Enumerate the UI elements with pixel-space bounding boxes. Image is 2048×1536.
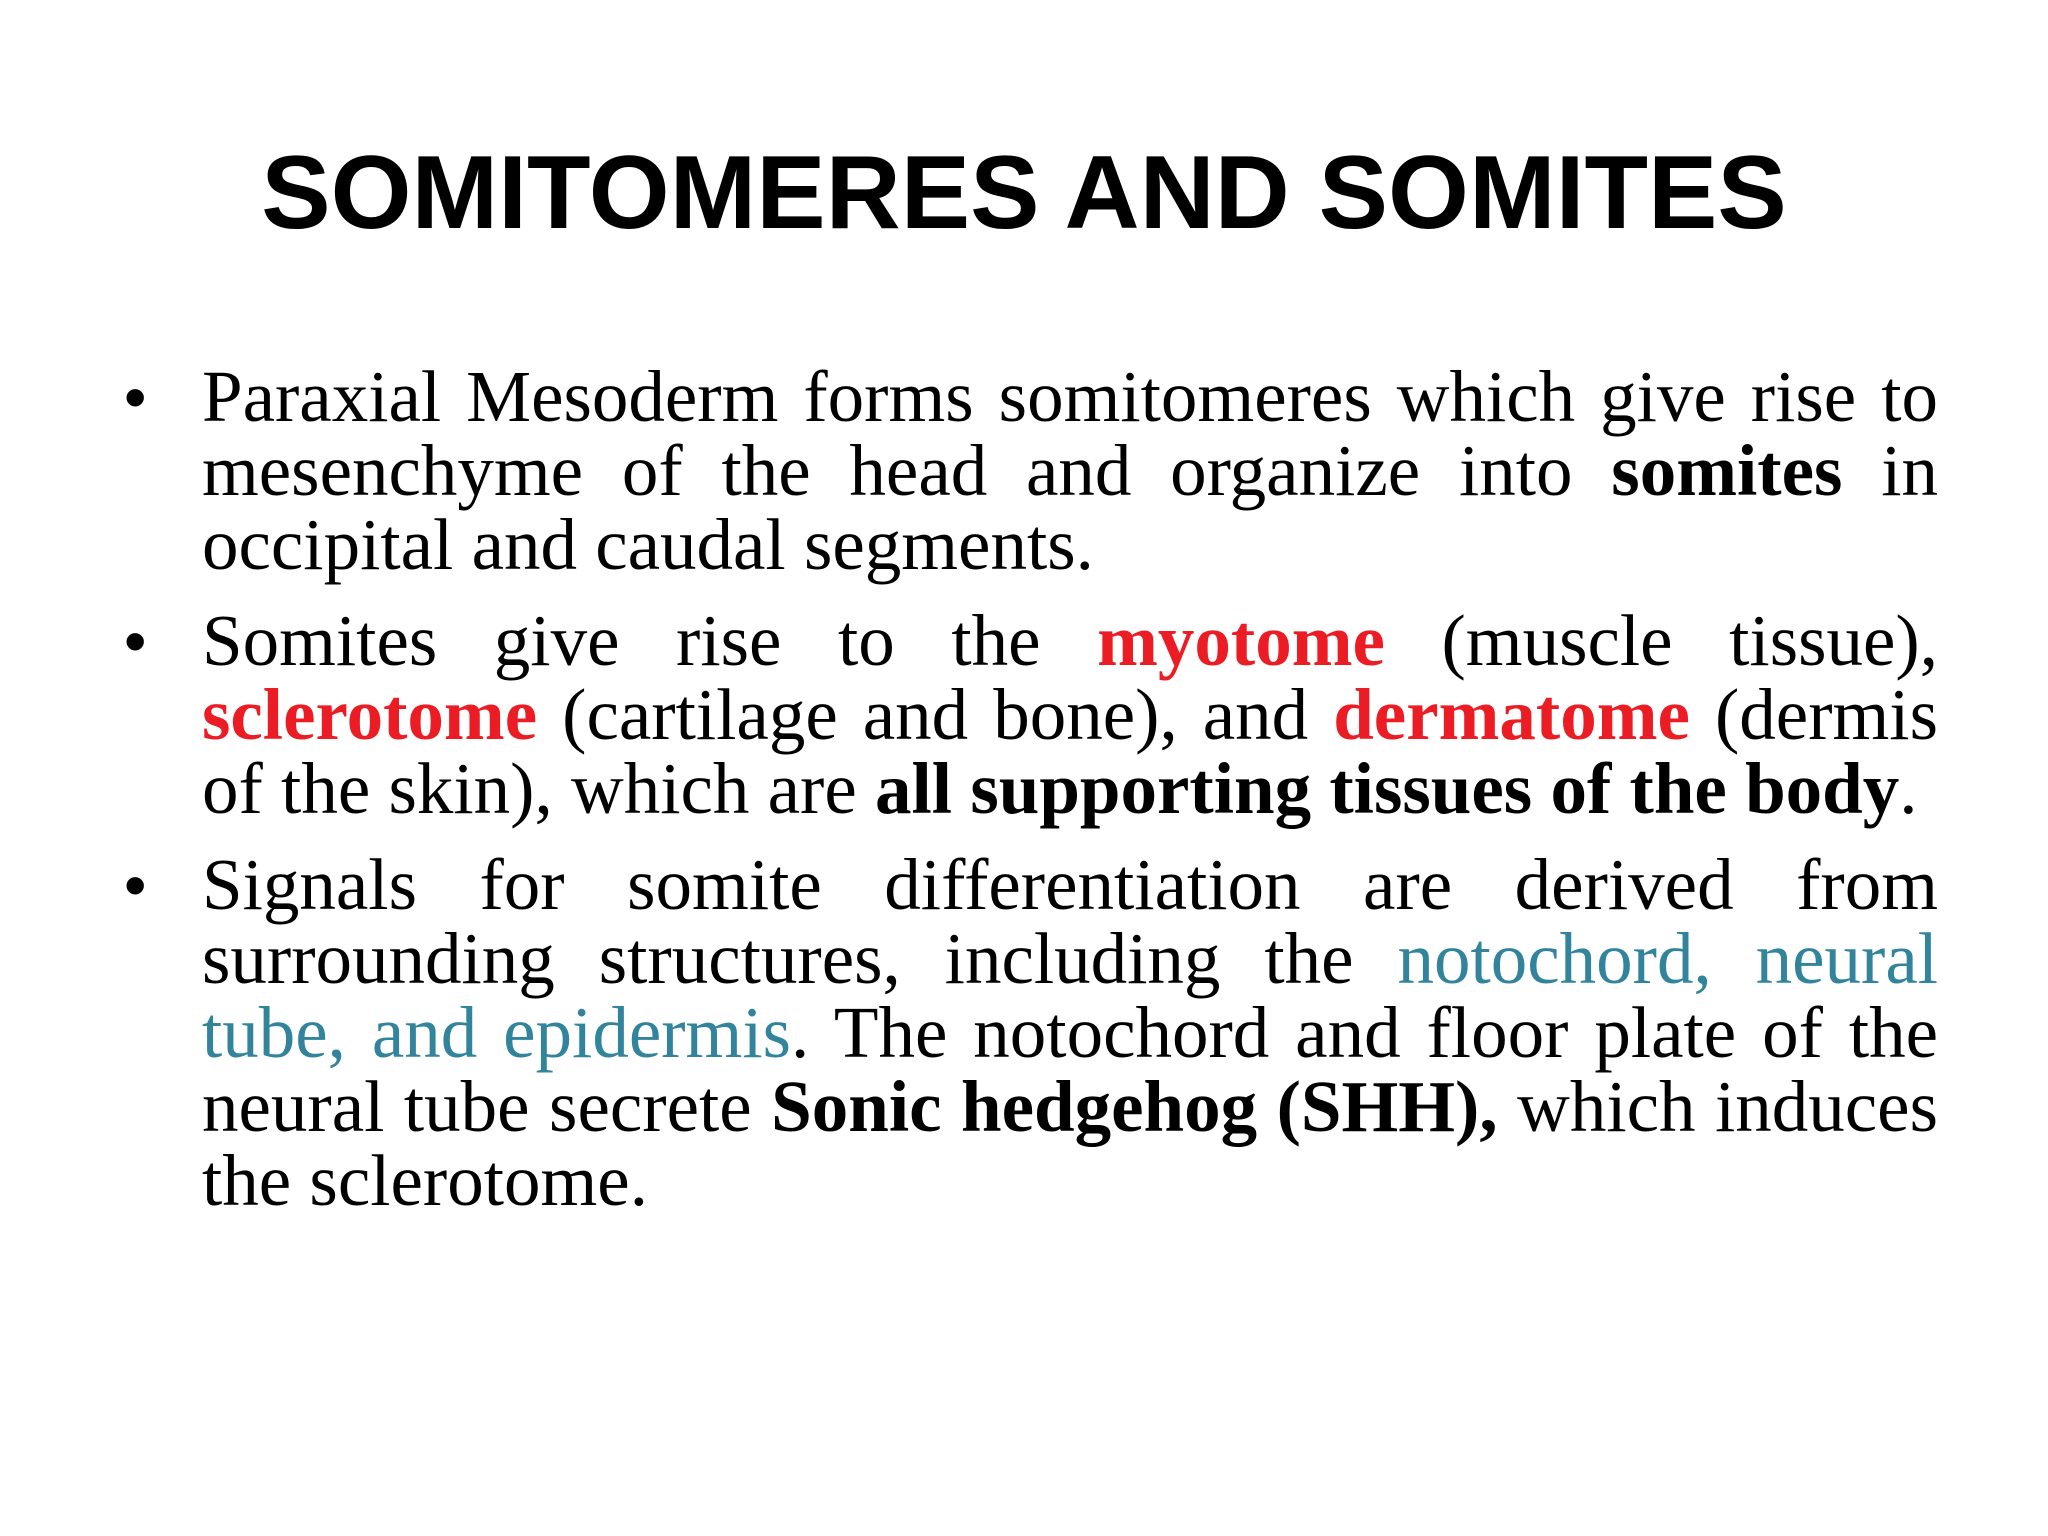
bullet-icon: •	[124, 849, 147, 921]
red-term-sclerotome: sclerotome	[202, 674, 538, 755]
bullet-item-1	[124, 356, 1938, 585]
text-run: (cartilage and bone), and	[537, 674, 1334, 755]
bullet-item-3	[124, 844, 1939, 1221]
slide-title: SOMITOMERES AND SOMITES	[261, 135, 1787, 251]
teal-phrase-structures: notochord, neural tube, and epidermis	[202, 918, 1939, 1073]
text-run: Paraxial Mesoderm forms somitomeres which give rise to mesenchyme of the head and organize into	[202, 356, 1938, 511]
red-term-dermatome: dermatome	[1333, 674, 1690, 755]
text-run: which induces the sclerotome.	[202, 1066, 1938, 1221]
bullet-icon: •	[124, 605, 147, 677]
text-run: (dermis of the skin), which are	[202, 674, 1938, 829]
text-run: (muscle tissue),	[1384, 600, 1938, 681]
text-run: Signals for somite differentiation are derived from surrounding structures, including the	[202, 844, 1938, 999]
red-term-myotome: myotome	[1097, 600, 1385, 681]
bold-term-somites: somites	[1611, 430, 1843, 511]
bullet-list	[124, 356, 1939, 1240]
text-run: . The notochord and floor plate of the neural tube secrete	[202, 992, 1938, 1147]
text-run: Somites give rise to the	[202, 600, 1098, 681]
bold-term-shh: Sonic hedgehog (SHH),	[771, 1066, 1498, 1147]
bullet-icon: •	[124, 361, 147, 433]
bullet-item-2	[124, 600, 1938, 829]
text-run: .	[1899, 748, 1918, 829]
bold-phrase-supporting-tissues: all supporting tissues of the body	[875, 748, 1900, 829]
text-run: in occipital and caudal segments.	[202, 430, 1938, 585]
